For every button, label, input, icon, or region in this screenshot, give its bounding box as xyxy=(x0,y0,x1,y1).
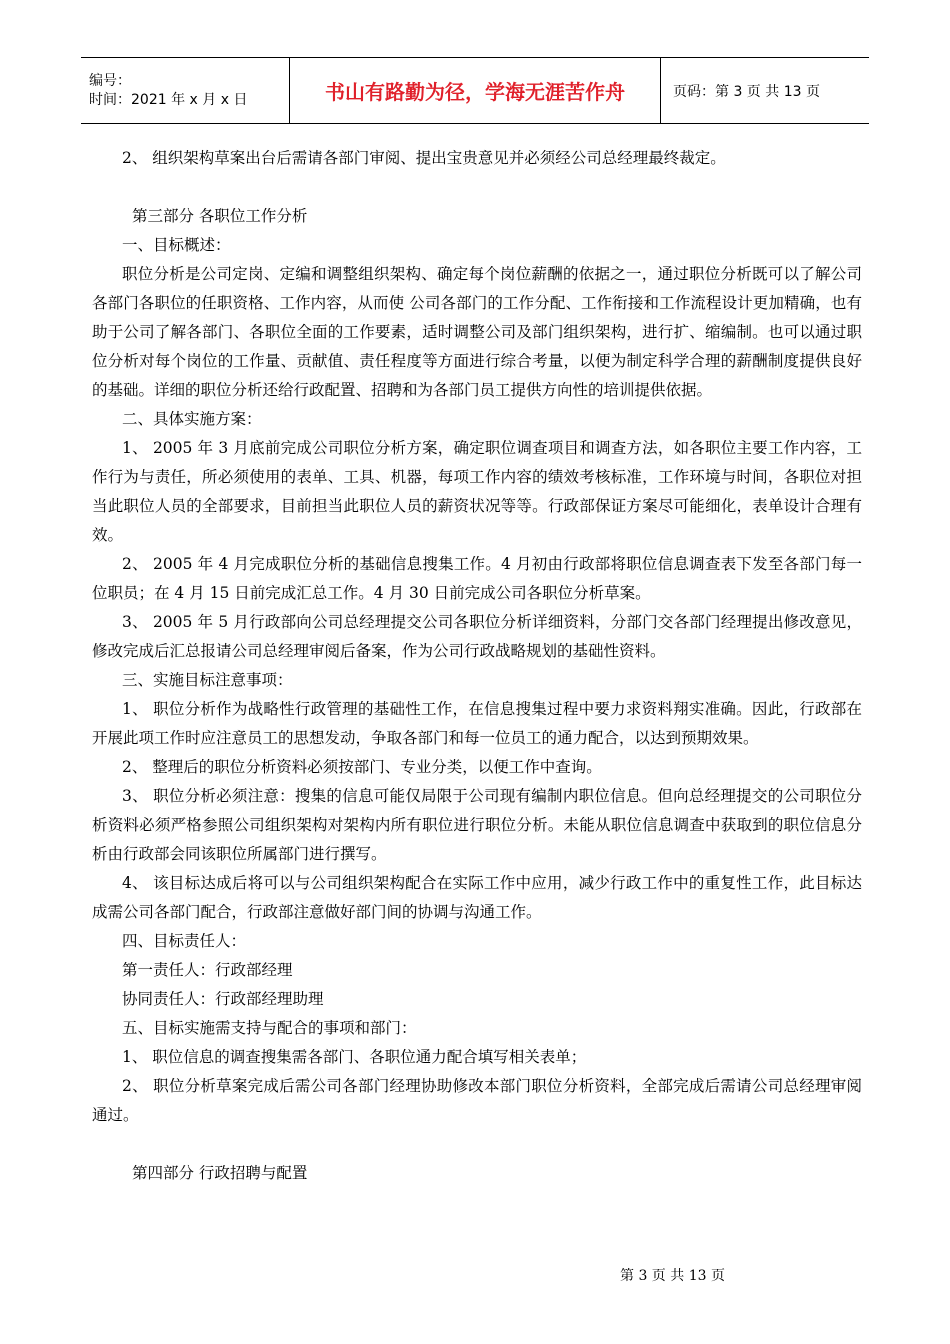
section-1-title: 一、目标概述： xyxy=(122,236,231,254)
document-body xyxy=(92,144,862,1188)
code-label: 编号： xyxy=(89,72,131,89)
second-responsible: 协同责任人：行政部经理助理 xyxy=(122,990,324,1008)
part3-title: 第三部分 各职位工作分析 xyxy=(132,207,308,225)
section-1-text: 职位分析是公司定岗、定编和调整组织架构、确定每个岗位薪酬的依据之一，通过职位分析既可以了解公司各部门各职位的任职资格、工作内容，从而使 公司各部门的工作分配、工作衔接和工作流程设计更加精确，也有助于公司了解各部门、各职位全面的工作要素，适时调整公司及部门组织架构，进行扩、缩编制。也可以通过职位分析对每个岗位的工作量、贡献值、责任程度等方面进行综合考量，以便为制定科学合理的薪酬制度提供良好的基础。详细的职位分析还给行政配置、招聘和为各部门员工提供方向性的培训提供依据。 xyxy=(92,265,862,399)
section-5-item: 2、 职位分析草案完成后需公司各部门经理协助修改本部门职位分析资料，全部完成后需请公司总经理审阅通过。 xyxy=(92,1077,862,1124)
header-motto: 书山有路勤为径，学海无涯苦作舟 xyxy=(290,58,661,124)
section-5-title: 五、目标实施需支持与配合的事项和部门： xyxy=(122,1019,417,1037)
section-2-item: 2、 2005 年 4 月完成职位分析的基础信息搜集工作。4 月初由行政部将职位信息调查表下发至各部门每一位职员；在 4 月 15 日前完成汇总工作。4 月 30 日前完成公司各职位分析草案。 xyxy=(92,555,862,602)
section-3-item: 2、 整理后的职位分析资料必须按部门、专业分类，以便工作中查询。 xyxy=(122,758,602,776)
prev-item: 2、 组织架构草案出台后需请各部门审阅、提出宝贵意见并必须经公司总经理最终裁定。 xyxy=(122,149,726,167)
page-footer: 第 3 页 共 13 页 xyxy=(620,1268,725,1284)
section-3-title: 三、实施目标注意事项： xyxy=(122,671,293,689)
date-line: 时间：2021 年 x 月 x 日 xyxy=(89,91,248,108)
document-header xyxy=(81,57,869,124)
section-4-title: 四、目标责任人： xyxy=(122,932,247,950)
section-3-item: 3、 职位分析必须注意：搜集的信息可能仅局限于公司现有编制内职位信息。但向总经理提交的公司职位分析资料必须严格参照公司组织架构对架构内所有职位进行职位分析。未能从职位信息调查中获取到的职位信息分析由行政部会同该职位所属部门进行撰写。 xyxy=(92,787,862,863)
section-2-item: 3、 2005 年 5 月行政部向公司总经理提交公司各职位分析详细资料，分部门交各部门经理提出修改意见，修改完成后汇总报请公司总经理审阅后备案，作为公司行政战略规划的基础性资料。 xyxy=(92,613,862,660)
section-2-item: 1、 2005 年 3 月底前完成公司职位分析方案，确定职位调查项目和调查方法，如各职位主要工作内容，工作行为与责任，所必须使用的表单、工具、机器，每项工作内容的绩效考核标准，工作环境与时间，各职位对担当此职位人员的全部要求，目前担当此职位人员的薪资状况等等。行政部保证方案尽可能细化，表单设计合理有效。 xyxy=(92,439,862,544)
first-responsible: 第一责任人：行政部经理 xyxy=(122,961,293,979)
section-3-item: 4、 该目标达成后将可以与公司组织架构配合在实际工作中应用，减少行政工作中的重复性工作，此目标达成需公司各部门配合，行政部注意做好部门间的协调与沟通工作。 xyxy=(92,874,862,921)
header-page-info: 页码：第 3 页 共 13 页 xyxy=(673,83,820,100)
section-5-item: 1、 职位信息的调查搜集需各部门、各职位通力配合填写相关表单； xyxy=(122,1048,587,1066)
header-meta xyxy=(81,58,290,124)
section-3-item: 1、 职位分析作为战略性行政管理的基础性工作，在信息搜集过程中要力求资料翔实准确。因此，行政部在开展此项工作时应注意员工的思想发动，争取各部门和每一位员工的通力配合，以达到预期效果。 xyxy=(92,700,862,747)
part4-title: 第四部分 行政招聘与配置 xyxy=(132,1164,308,1182)
section-2-title: 二、具体实施方案： xyxy=(122,410,262,428)
